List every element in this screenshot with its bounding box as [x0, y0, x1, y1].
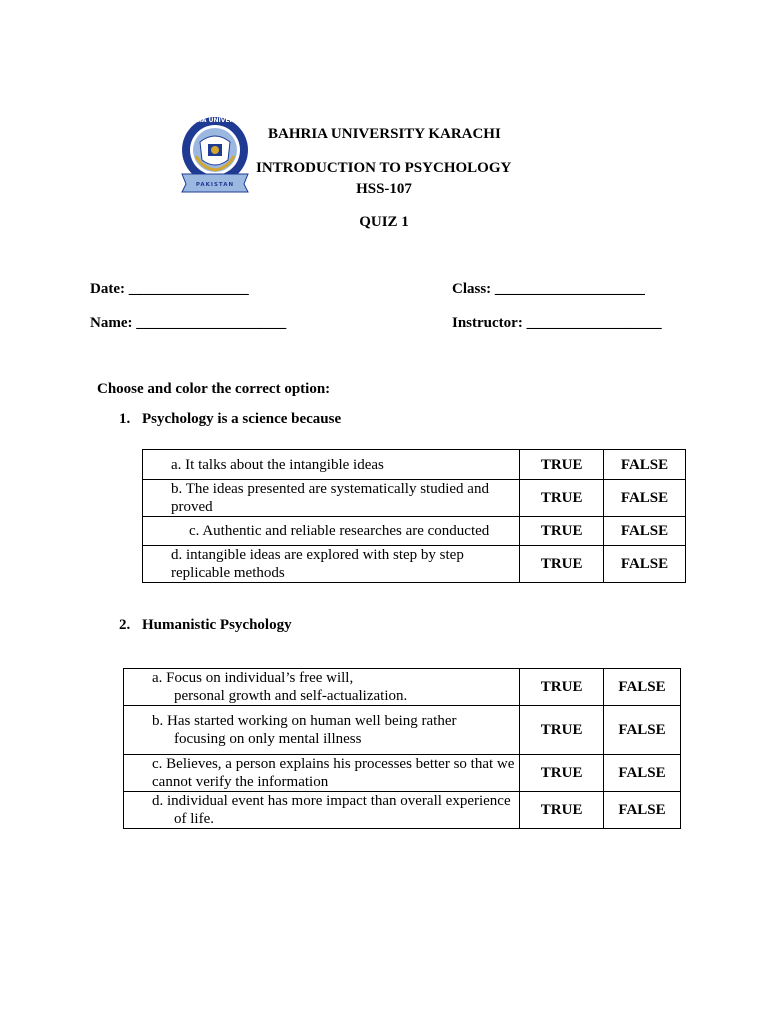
true-option[interactable]: TRUE: [520, 792, 604, 829]
university-crest-icon: [178, 112, 252, 196]
logo-ribbon-text: PAKISTAN: [195, 182, 235, 188]
question-2-table: [123, 668, 681, 829]
false-option[interactable]: FALSE: [604, 546, 686, 583]
option-text: b. The ideas presented are systematically studied and proved: [143, 480, 520, 517]
false-option[interactable]: FALSE: [604, 450, 686, 480]
option-text: c. Believes, a person explains his processes better so that we cannot verify the information: [124, 755, 520, 792]
true-option[interactable]: TRUE: [520, 669, 604, 706]
table-row: [143, 546, 686, 583]
question-1-title: Psychology is a science because: [142, 411, 342, 427]
table-row: [124, 792, 681, 829]
true-option[interactable]: TRUE: [520, 517, 604, 546]
question-2-number: 2.: [119, 617, 131, 633]
name-field: Name: ____________________: [90, 315, 287, 331]
option-text: a. It talks about the intangible ideas: [143, 450, 520, 480]
table-row: [124, 669, 681, 706]
false-option[interactable]: FALSE: [604, 706, 681, 755]
course-title: INTRODUCTION TO PSYCHOLOGY: [256, 160, 512, 176]
question-2-title: Humanistic Psychology: [142, 617, 292, 633]
false-option[interactable]: FALSE: [604, 792, 681, 829]
date-field: Date: ________________: [90, 281, 249, 297]
false-option[interactable]: FALSE: [604, 517, 686, 546]
true-option[interactable]: TRUE: [520, 480, 604, 517]
instructions: Choose and color the correct option:: [97, 381, 331, 397]
question-1-number: 1.: [119, 411, 131, 427]
option-text: c. Authentic and reliable researches are conducted: [143, 517, 520, 546]
class-field: Class: ____________________: [452, 281, 645, 297]
option-text: b. Has started working on human well being rather focusing on only mental illness: [124, 706, 520, 755]
instructor-field: Instructor: __________________: [452, 315, 662, 331]
logo-arc-text: BAHRIA UNIVERSITY: [180, 117, 250, 124]
false-option[interactable]: FALSE: [604, 480, 686, 517]
option-text: d. individual event has more impact than overall experience of life.: [124, 792, 520, 829]
university-name: BAHRIA UNIVERSITY KARACHI: [268, 126, 501, 142]
table-row: [124, 706, 681, 755]
table-row: [124, 755, 681, 792]
table-row: [143, 517, 686, 546]
false-option[interactable]: FALSE: [604, 755, 681, 792]
table-row: [143, 480, 686, 517]
true-option[interactable]: TRUE: [520, 706, 604, 755]
quiz-title: QUIZ 1: [359, 214, 409, 230]
course-code: HSS-107: [356, 181, 412, 197]
option-text: a. Focus on individual’s free will, personal growth and self-actualization.: [124, 669, 520, 706]
option-text: d. intangible ideas are explored with step by step replicable methods: [143, 546, 520, 583]
table-row: [143, 450, 686, 480]
false-option[interactable]: FALSE: [604, 669, 681, 706]
true-option[interactable]: TRUE: [520, 546, 604, 583]
true-option[interactable]: TRUE: [520, 755, 604, 792]
question-1-table: [142, 449, 686, 583]
true-option[interactable]: TRUE: [520, 450, 604, 480]
